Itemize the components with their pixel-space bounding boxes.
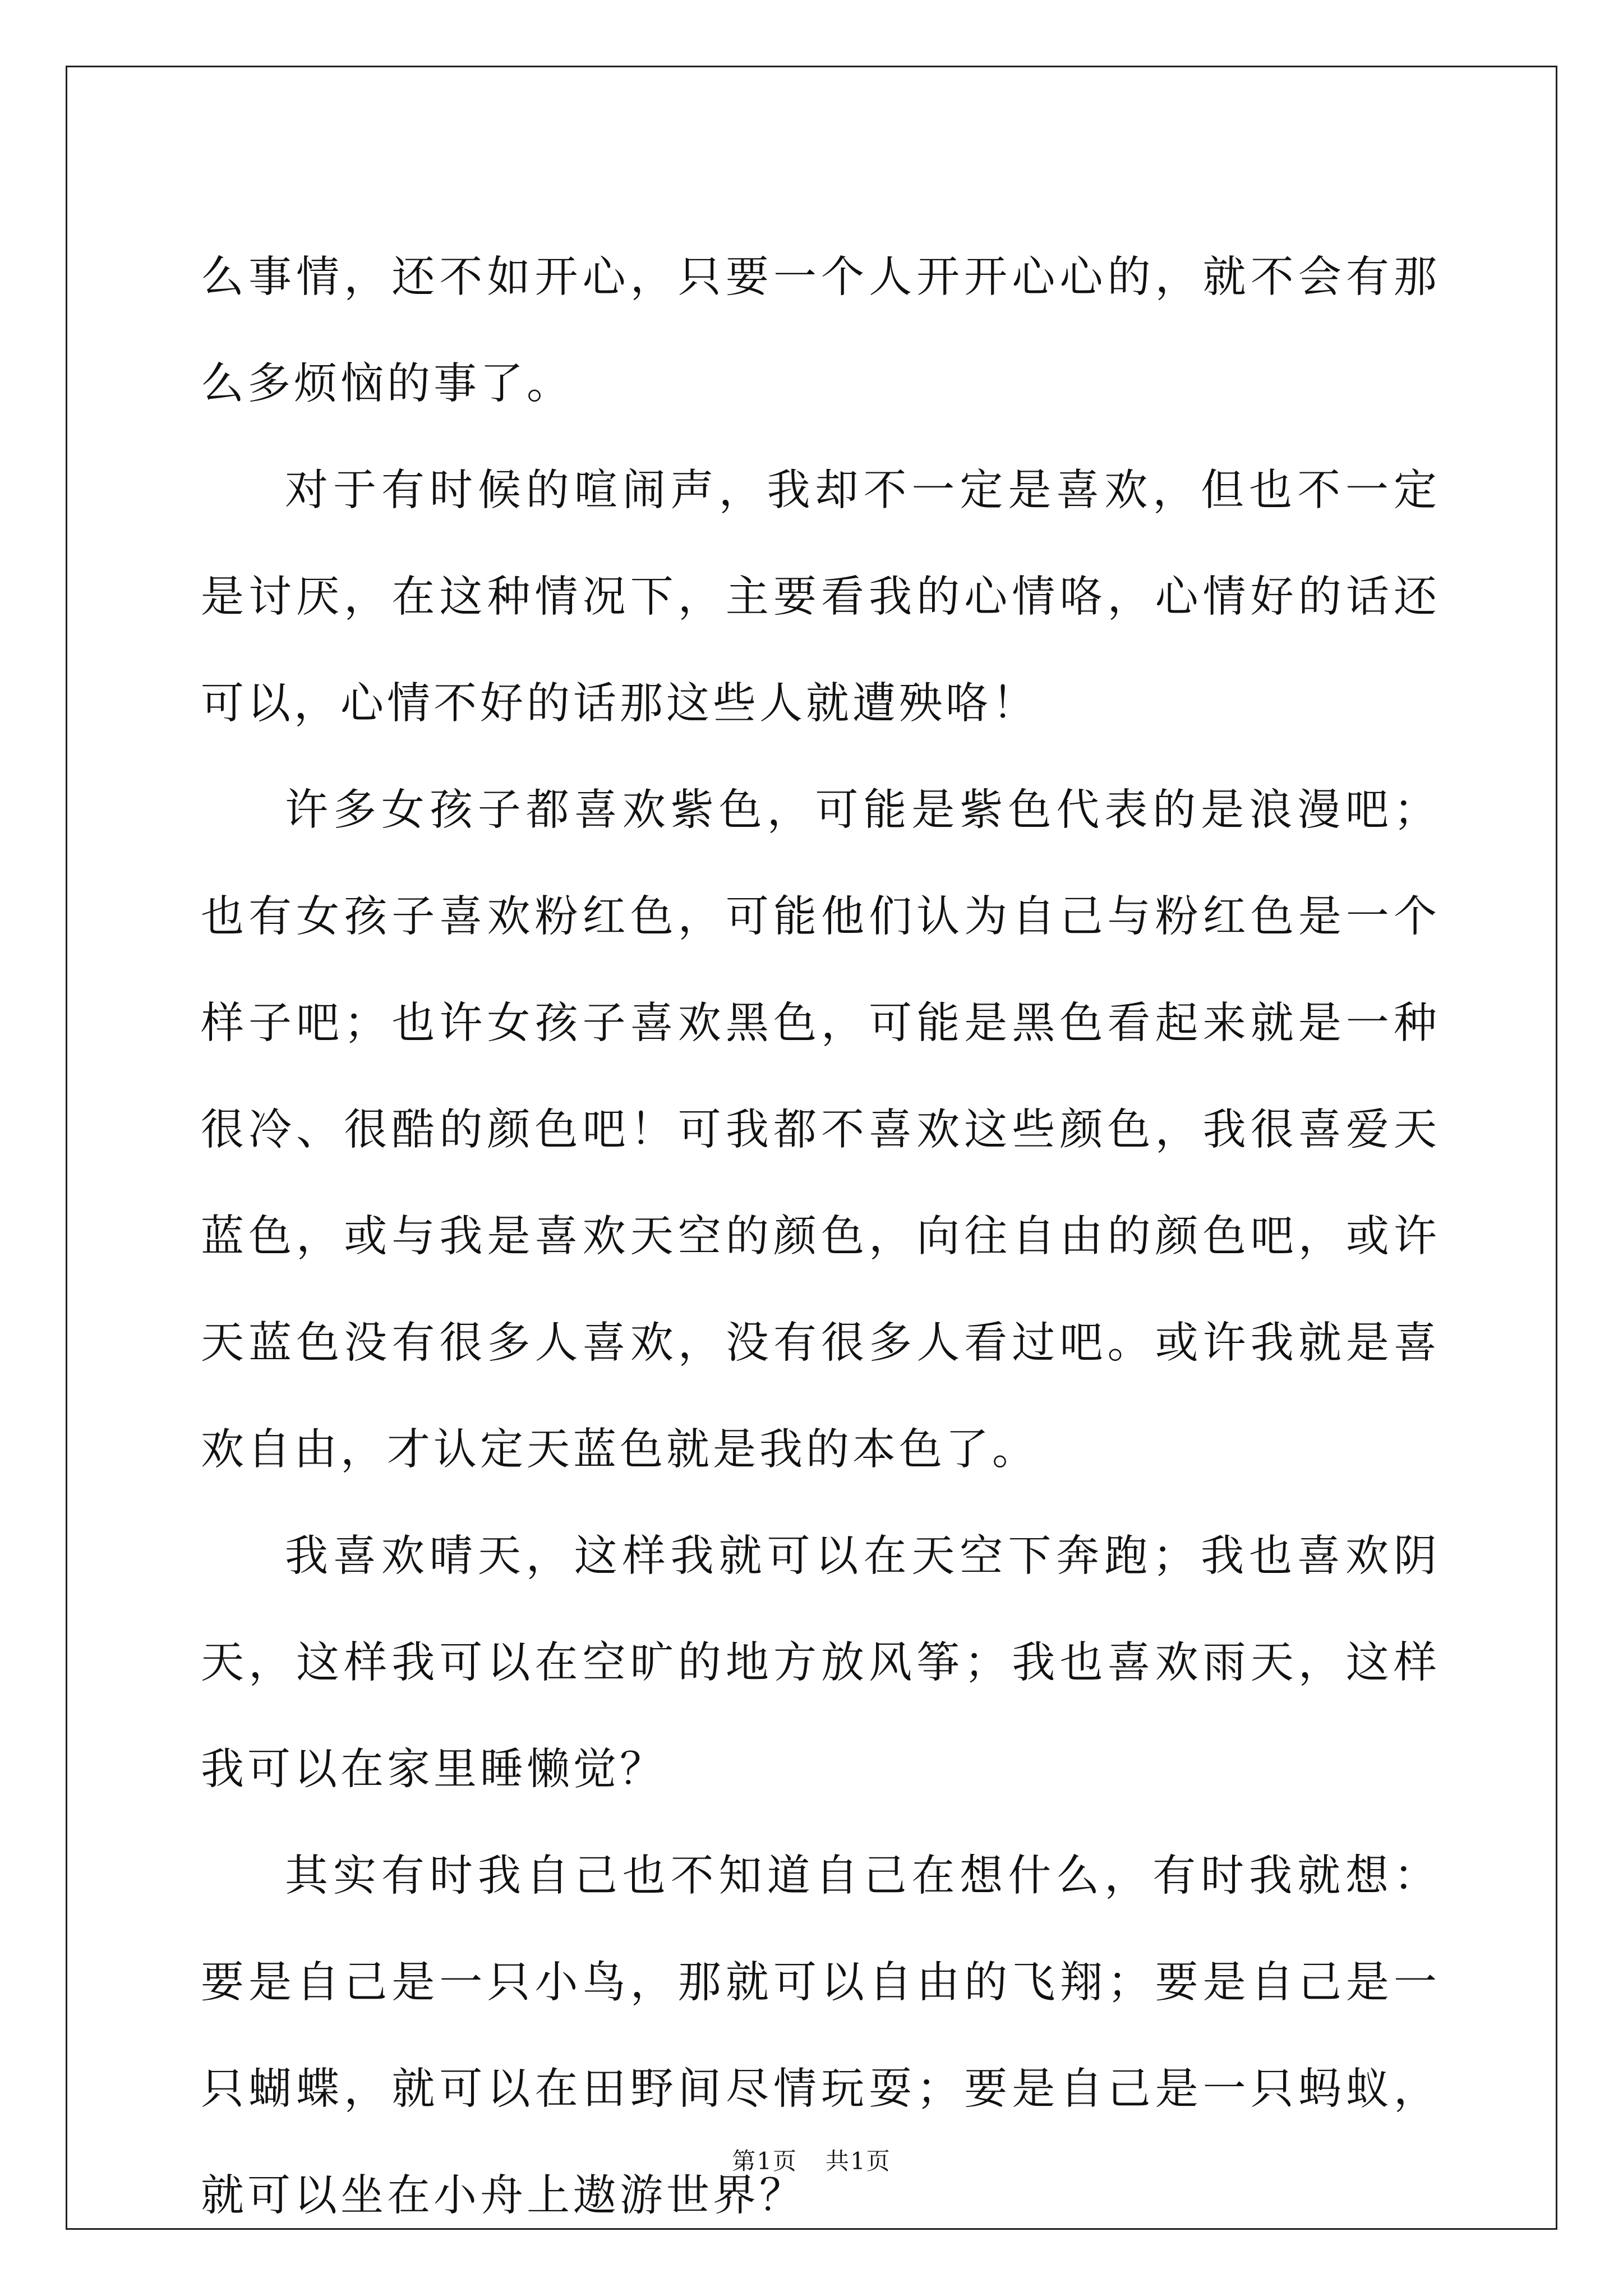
- paragraph: 许多女孩子都喜欢紫色，可能是紫色代表的是浪漫吧；也有女孩子喜欢粉红色，可能他们认为自己与粉红色是一个样子吧；也许女孩子喜欢黑色，可能是黑色看起来就是一种很冷、很酷的颜色吧！可我都不喜欢这些颜色，我很喜爱天蓝色，或与我是喜欢天空的颜色，向往自由的颜色吧，或许天蓝色没有很多人喜欢，没有很多人看过吧。或许我就是喜欢自由，才认定天蓝色就是我的本色了。: [201, 785, 1440, 1475]
- page-footer: [0, 2147, 1623, 2175]
- paragraph: 对于有时候的喧闹声，我却不一定是喜欢，但也不一定是讨厌，在这种情况下，主要看我的心情咯，心情好的话还可以，心情不好的话那这些人就遭殃咯！: [201, 466, 1440, 729]
- page-number: 第1页: [732, 2147, 797, 2175]
- document-body: [201, 224, 1440, 2249]
- paragraph: 我喜欢晴天，这样我就可以在天空下奔跑；我也喜欢阴天，这样我可以在空旷的地方放风筝；我也喜欢雨天，这样我可以在家里睡懒觉？: [201, 1531, 1440, 1795]
- page-total: 共1页: [826, 2147, 891, 2175]
- paragraph-continued: 么事情，还不如开心，只要一个人开开心心的，就不会有那么多烦恼的事了。: [201, 252, 1440, 409]
- paragraph: 其实有时我自己也不知道自己在想什么，有时我就想：要是自己是一只小鸟，那就可以自由的飞翔；要是自己是一只蝴蝶，就可以在田野间尽情玩耍；要是自己是一只蚂蚁，就可以坐在小舟上遨游世界？: [201, 1851, 1440, 2221]
